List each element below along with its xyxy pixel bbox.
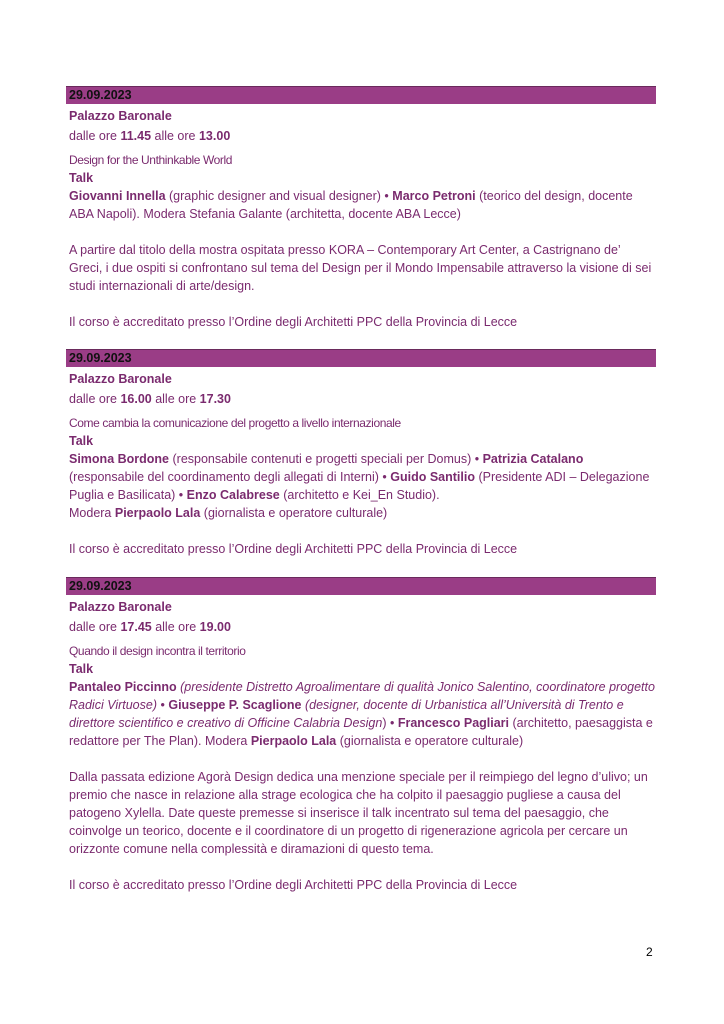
speaker-role-close: ) [382,716,390,730]
speaker-name: Giuseppe P. Scaglione [164,698,302,712]
event-venue: Palazzo Baronale [69,109,172,123]
event-time [69,127,656,145]
event-block [66,577,656,894]
moderator-prefix: Modera [69,506,115,520]
speaker-role: (responsabile del coordinamento degli allegati di Interni) [69,470,383,484]
event-speakers [69,678,656,750]
time-mid: alle ore [151,129,199,143]
event-block [66,86,656,331]
speaker-name: Patrizia Catalano [479,452,584,466]
event-moderator [69,504,656,522]
moderator-role: (giornalista e operatore culturale) [336,734,524,748]
bullet: • [474,452,480,466]
event-accreditation: Il corso è accreditato presso l’Ordine degli Architetti PPC della Provincia di Lecce [69,315,518,329]
event-speakers [69,187,656,223]
moderator-name: Pierpaolo Lala [250,734,337,748]
event-venue: Palazzo Baronale [69,372,172,386]
speaker-role: (designer, docente di Urbanistica all’Università di Trento e direttore scientifico e creativo di Officine Calabria Design [69,698,624,730]
event-title: Quando il design incontra il territorio [69,644,246,658]
moderator-role: (giornalista e operatore culturale) [200,506,388,520]
speaker-name: Giovanni Innella [69,189,166,203]
time-start: 16.00 [120,392,152,406]
speaker-role: (presidente Distretto Agroalimentare di qualità Jonico Salentino, coordinatore progetto Radici Virtuose) [69,680,655,712]
event-time [69,618,656,636]
event-description: Dalla passata edizione Agorà Design dedica una menzione speciale per il reimpiego del legno d’ulivo; un premio che nasce in relazione alla strage ecologica che ha colpito il paesaggio pugliese a causa del patogeno Xylella. Date queste premesse si inserisce il talk incentrato sul tema del paesaggio, che coinvolge un teorico, docente e il coordinatore di un progetto di rigenerazione agricola per cercare un orizzonte comune nella complessità e diramazioni di questo tema. [69,770,648,856]
event-date-bar: 29.09.2023 [66,349,656,367]
time-prefix: dalle ore [69,129,121,143]
speaker-name: Guido Santilio [386,470,475,484]
speaker-name: Simona Bordone [69,452,170,466]
event-accreditation: Il corso è accreditato presso l’Ordine degli Architetti PPC della Provincia di Lecce [69,878,518,892]
speaker-name: Marco Petroni [388,189,476,203]
speaker-name: Enzo Calabrese [183,488,280,502]
time-start: 11.45 [120,129,152,143]
speaker-role: (teorico del design, docente ABA Napoli). Modera Stefania Galante (architetta, docente ABA Lecce) [69,189,633,221]
event-type: Talk [69,171,94,185]
event-type: Talk [69,434,94,448]
moderator-name: Pierpaolo Lala [114,506,201,520]
time-end: 19.00 [199,620,231,634]
time-end: 13.00 [198,129,231,143]
event-title: Design for the Unthinkable World [69,153,233,167]
event-type: Talk [69,662,94,676]
speaker-role: (graphic designer and visual designer) [165,189,385,203]
event-accreditation: Il corso è accreditato presso l’Ordine degli Architetti PPC della Provincia di Lecce [69,542,518,556]
event-block [66,349,656,558]
speaker-role: (Presidente ADI – Delegazione Puglia e Basilicata) [69,470,650,502]
event-description: A partire dal titolo della mostra ospitata presso KORA – Contemporary Art Center, a Castrignano de’ Greci, i due ospiti si confrontano sul tema del Design per il Mondo Impensabile attraverso la visione di sei studi internazionali di arte/design. [69,243,652,293]
speaker-role: (responsabile contenuti e progetti speciali per Domus) [169,452,475,466]
event-venue: Palazzo Baronale [69,600,172,614]
event-date-bar: 29.09.2023 [66,86,656,104]
bullet: • [160,698,165,712]
speaker-role: (architetto, paesaggista e redattore per The Plan). Modera [69,716,653,748]
speaker-name: Pantaleo Piccinno [69,680,177,694]
bullet: • [178,488,184,502]
bullet: • [389,716,395,730]
event-speakers [69,450,656,504]
time-mid: alle ore [151,392,200,406]
event-title: Come cambia la comunicazione del progetto a livello internazionale [69,416,401,430]
time-prefix: dalle ore [69,392,121,406]
page-number: 2 [646,945,653,959]
bullet: • [382,470,387,484]
time-mid: alle ore [151,620,200,634]
speaker-role: (architetto e Kei_En Studio). [279,488,440,502]
time-start: 17.45 [120,620,152,634]
bullet: • [384,189,389,203]
speaker-name: Francesco Pagliari [394,716,510,730]
time-prefix: dalle ore [69,620,121,634]
event-date-bar: 29.09.2023 [66,577,656,595]
event-time [69,390,656,408]
time-end: 17.30 [199,392,231,406]
